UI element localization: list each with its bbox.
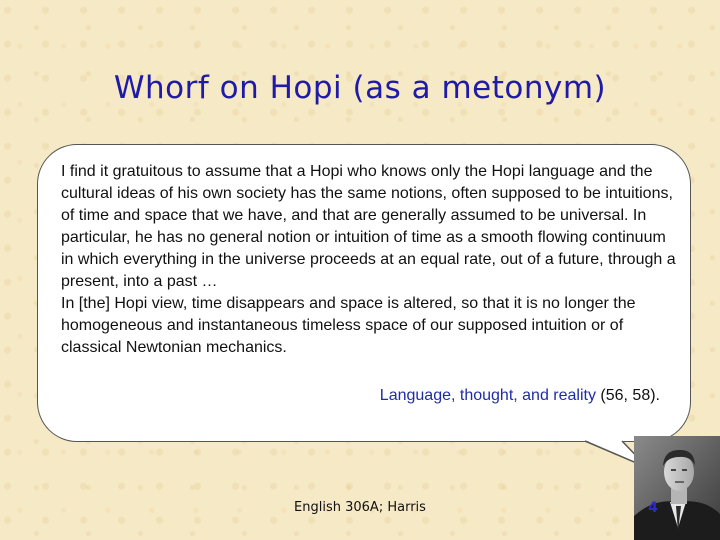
- citation: [300, 385, 660, 407]
- citation-work: Language, thought, and reality: [379, 387, 596, 404]
- quote-paragraph-2: In [the] Hopi view, time disappears and space is altered, so that it is no longer the homogeneous and instantaneous timeless space of our supposed intuition or of classical Newtonian mechanics.: [61, 295, 636, 356]
- whorf-portrait-image: [634, 436, 720, 540]
- quote-paragraph-1: I find it gratuitous to assume that a Hopi who knows only the Hopi language and the cultural ideas of his own society has the same notions, often supposed to be intuitions, of time and space that we have, and that are generally assumed to be universal. In particular, he has no general notion or intuition of time as a smooth flowing continuum in which everything in the universe proceeds at an equal rate, out of a future, through a present, into a past …: [61, 163, 676, 290]
- slide-number: 4: [648, 500, 658, 516]
- footer-course-label: English 306A; Harris: [294, 500, 426, 515]
- quote-text: [61, 161, 681, 359]
- slide-title: Whorf on Hopi (as a metonym): [113, 70, 607, 106]
- citation-pages: (56, 58).: [595, 387, 660, 404]
